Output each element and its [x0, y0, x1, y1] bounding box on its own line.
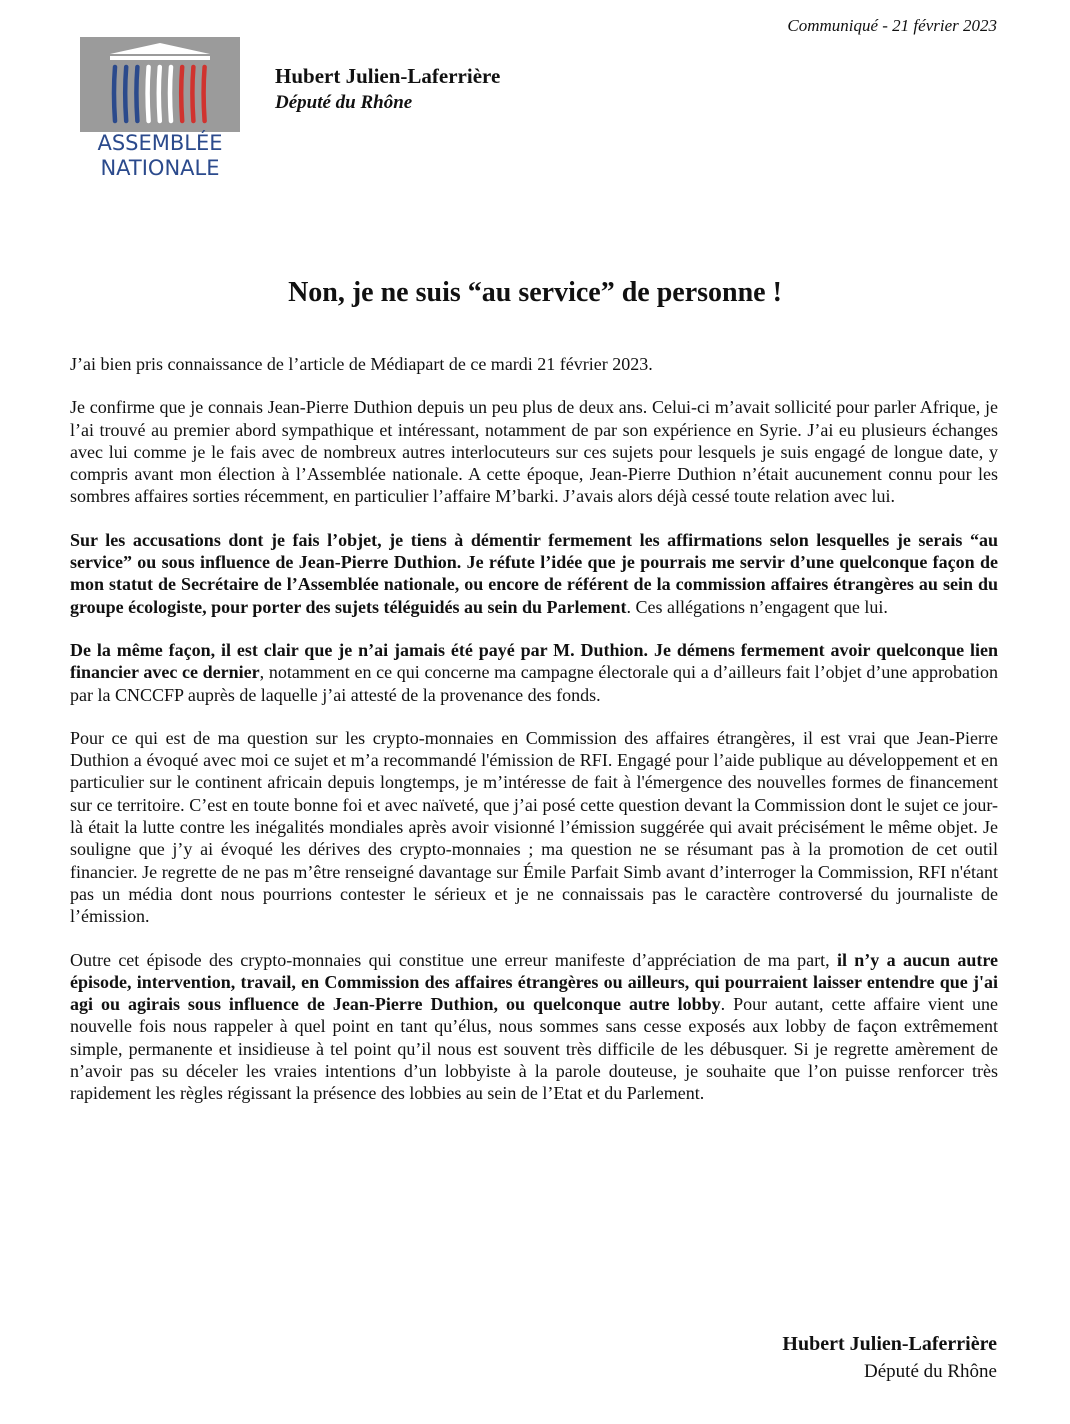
body-paragraph: [70, 529, 998, 618]
body-paragraph: [70, 396, 998, 507]
text-run: Pour ce qui est de ma question sur les crypto-monnaies en Commission des affaires étrangères, il est vrai que Jean-Pierre Duthion a évoqué avec moi ce sujet et m’a recommandé l'émission de RFI. Engagé pour l’aide publique au développement et en particulier sur le continent africain depuis longtemps, je m’intéresse de fait à l'émergence des nouvelles formes de financement sur ce territoire. C’est en toute bonne foi et avec naïveté, que j’ai posé cette question devant la Commission dont le sujet ce jour-là était la lutte contre les inégalités mondiales après avoir visionné l’émission suggérée qui avait précisément le même objet. Je souligne que j’y ai évoqué les dérives des crypto-monnaies ; ma question ne se résumant pas à la promotion de cet outil financier. Je regrette de ne pas m’être renseigné davantage sur Émile Parfait Simb avant d’interroger la Commission, RFI n'étant pas un média dont nous pourrions contester le sérieux et je ne connaissais pas le caractère controversé du journaliste de l’émission.: [70, 727, 998, 927]
body-paragraph: [70, 353, 998, 375]
logo-column: [204, 67, 205, 121]
logo-column: [181, 67, 182, 121]
bold-text-run: il n’y a aucun autre épisode, intervention, travail, en Commission des affaires étrangères ou ailleurs, qui pourraient laisser entendre que j'ai agi ou agirais sous influence de Jean-Pierre Duthion, ou quelconque autre lobby: [70, 949, 998, 1015]
communique-body: [70, 353, 998, 1126]
bold-text-run: De la même façon, il est clair que je n’ai jamais été payé par M. Duthion. Je démens fermement avoir quelconque lien financier avec ce dernier: [70, 639, 998, 683]
text-run: Je confirme que je connais Jean-Pierre Duthion depuis un peu plus de deux ans. Celui-ci m’avait sollicité pour parler Afrique, je l’ai trouvé au premier abord sympathique et intéressant, notamment de par son expérience en Syrie. J’ai eu plusieurs échanges avec lui comme je le fais avec de nombreux autres interlocuteurs sur ces sujets pour lesquels je suis engagé de longue date, y compris avant mon élection à l’Assemblée nationale. A cette époque, Jean-Pierre Duthion n’était aucunement connu pour les sombres affaires sorties récemment, en particulier l’affaire M’barki. J’avais alors déjà cessé toute relation avec lui.: [70, 397, 998, 507]
author-block: [275, 62, 500, 116]
logo-text-line2: NATIONALE: [100, 156, 220, 179]
body-paragraph: [70, 727, 998, 928]
logo-column: [136, 67, 137, 121]
logo-column: [148, 67, 149, 121]
assemblee-nationale-logo: [80, 37, 240, 179]
text-run: Outre cet épisode des crypto-monnaies qui constitue une erreur manifeste d’appréciation de ma part,: [70, 949, 837, 970]
signature-title: Député du Rhône: [864, 1361, 997, 1382]
communique-date: Communiqué - 21 février 2023: [787, 16, 997, 35]
author-title: Député du Rhône: [275, 92, 413, 113]
page-title: Non, je ne suis “au service” de personne !: [288, 277, 782, 308]
logo-column: [114, 67, 115, 121]
logo-column: [170, 67, 171, 121]
signature-block: [782, 1331, 997, 1385]
signature-name: Hubert Julien-Laferrière: [782, 1333, 997, 1355]
logo-column: [125, 67, 126, 121]
text-run: . Ces allégations n’engagent que lui.: [626, 596, 888, 617]
text-run: , notamment en ce qui concerne ma campagne électorale qui a d’ailleurs fait l’objet d’une approbation par la CNCCFP auprès de laquelle j’ai attesté de la provenance des fonds.: [70, 662, 998, 705]
text-run: . Pour autant, cette affaire vient une nouvelle fois nous rappeler à quel point en tant qu’élus, nous sommes sans cesse exposés aux lobby de façon extrêmement simple, permanente et insidieuse à tel point qu’il nous est souvent très difficile de les débusquer. Si je regrette amèrement de n’avoir pas su déceler les vraies intentions d’un lobbyiste à la parole douteuse, je souhaite que l’on puisse renforcer très rapidement les règles régissant la présence des lobbies au sein de l’Etat et du Parlement.: [70, 994, 998, 1104]
logo-column: [192, 67, 193, 121]
logo-text-line1: ASSEMBLÉE: [97, 131, 223, 155]
bold-text-run: Sur les accusations dont je fais l’objet, je tiens à démentir fermement les affirmations selon lesquelles je serais “au service” ou sous influence de Jean-Pierre Duthion. Je réfute l’idée que je pourrais me servir d’une quelconque façon de mon statut de Secrétaire de l’Assemblée nationale, ou encore de référent de la commission affaires étrangères au sein du groupe écologiste, pour porter des sujets téléguidés au sein du Parlement: [70, 529, 998, 617]
text-run: J’ai bien pris connaissance de l’article de Médiapart de ce mardi 21 février 2023.: [70, 354, 653, 374]
body-paragraph: [70, 949, 998, 1105]
author-name: Hubert Julien-Laferrière: [275, 64, 501, 88]
logo-column: [159, 67, 160, 121]
body-paragraph: [70, 639, 998, 706]
